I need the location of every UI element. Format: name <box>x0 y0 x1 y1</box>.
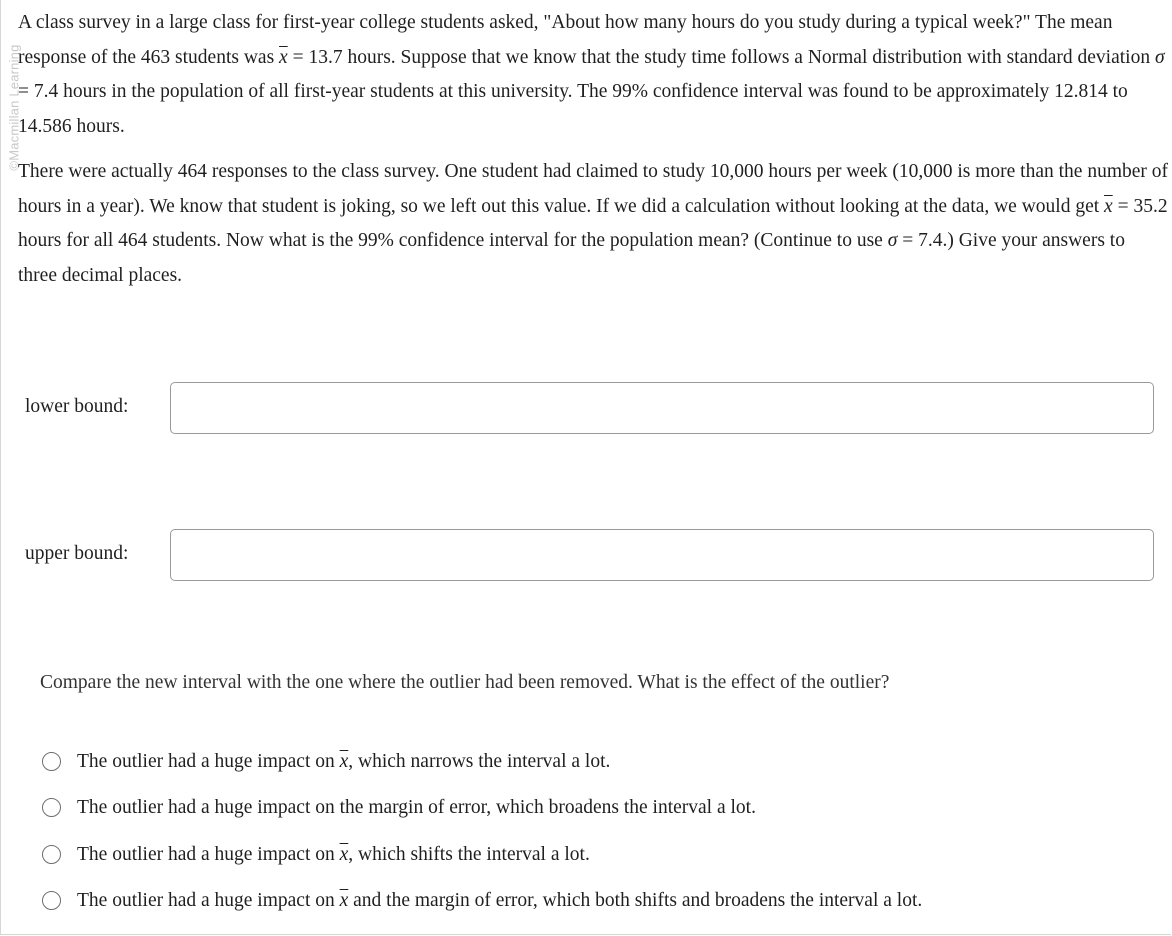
option-label <box>77 792 756 824</box>
option-text: , which shifts the interval a lot. <box>348 843 590 865</box>
option-label <box>77 839 590 871</box>
x-bar-symbol: $\overline{x}$ <box>1104 195 1113 217</box>
upper-bound-row <box>0 529 1172 581</box>
upper-bound-label: upper bound: <box>25 543 129 564</box>
x-bar-symbol: $\overline{x}$ <box>339 889 349 911</box>
option-text: The outlier had a huge impact on <box>77 889 340 911</box>
option-narrows[interactable] <box>42 746 922 792</box>
p2-text-a: There were actually 464 responses to the class survey. One student had claimed to study 10,000 hours per week (10,000 is more than the number of hours in a year). We know that student is joking, so we left out this value. If we did a calculation without looking at the data, we would get <box>18 161 1169 217</box>
x-bar-symbol: $\overline{x}$ <box>339 843 349 865</box>
radio-button[interactable] <box>42 845 61 864</box>
lower-bound-row <box>0 382 1172 434</box>
option-text: The outlier had a huge impact on <box>77 751 340 772</box>
upper-bound-input[interactable] <box>170 529 1154 581</box>
p2-text-eq1: = 35.2 hours for all 464 students. Now what is the 99% confidence interval for the population mean? (Continue to use <box>18 195 1168 251</box>
option-text: , which narrows the interval a lot. <box>348 751 611 772</box>
option-shifts[interactable] <box>42 839 922 885</box>
answer-options <box>42 746 922 931</box>
x-bar-symbol: $\overline{x}$ <box>339 751 349 772</box>
p1-text-eq1: = 13.7 hours. Suppose that we know that the study time follows a Normal distribution with standard deviation <box>287 46 1155 68</box>
p1-text-eq2: = 7.4 hours in the population of all first-year students at this university. The 99% confidence interval was found to be approximately 12.814 to 14.586 hours. <box>18 81 1128 137</box>
copyright-watermark: ©Macmillan Learning <box>6 44 22 171</box>
option-label <box>77 885 922 917</box>
problem-paragraph-1 <box>18 6 1168 144</box>
radio-button[interactable] <box>42 752 61 771</box>
lower-bound-input[interactable] <box>170 382 1154 434</box>
problem-paragraph-2 <box>18 155 1168 293</box>
sigma-symbol: σ <box>1154 46 1165 68</box>
option-broadens[interactable] <box>42 792 922 838</box>
lower-bound-label: lower bound: <box>25 396 129 417</box>
x-bar-symbol: $\overline{x}$ <box>279 46 288 68</box>
option-text: The outlier had a huge impact on the margin of error, which broadens the interval a lot. <box>77 797 756 819</box>
option-text: The outlier had a huge impact on <box>77 843 340 865</box>
outlier-question: Compare the new interval with the one where the outlier had been removed. What is the effect of the outlier? <box>40 672 890 693</box>
p1-text-a: A class survey in a large class for first-year college students asked, "About how many hours do you study during a typical week?" The mean response of the 463 students was <box>18 12 1113 68</box>
radio-button[interactable] <box>42 798 61 817</box>
radio-button[interactable] <box>42 891 61 910</box>
option-shifts-and-broadens[interactable] <box>42 885 922 931</box>
sigma-symbol: σ <box>887 230 898 251</box>
option-label <box>77 746 610 778</box>
p2-text-eq2: = 7.4.) Give your answers to three decimal places. <box>18 230 1125 286</box>
option-text: and the margin of error, which both shifts and broadens the interval a lot. <box>348 889 923 911</box>
